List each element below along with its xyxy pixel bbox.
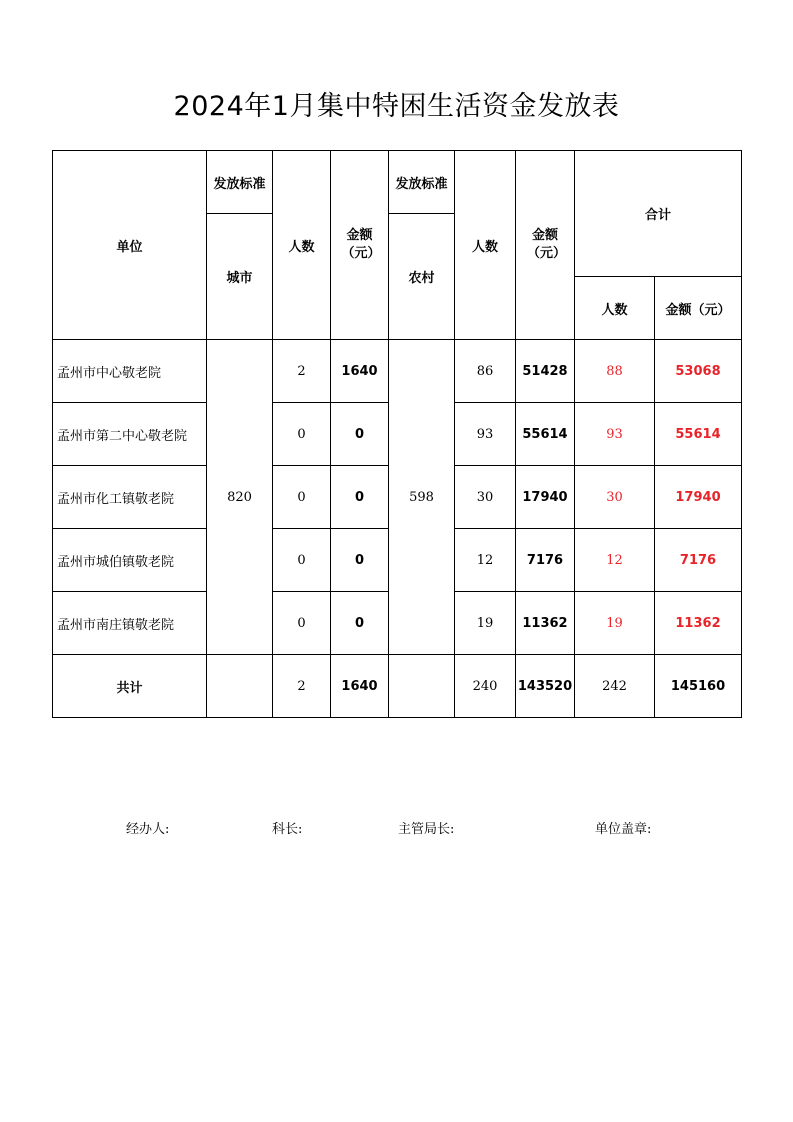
header-city-standard: 发放标准 [207, 151, 273, 214]
total-amount: 17940 [655, 466, 742, 529]
unit-name: 孟州市南庄镇敬老院 [53, 592, 207, 655]
signature-seal: 单位盖章: [595, 822, 652, 837]
total-people: 30 [575, 466, 655, 529]
unit-name: 孟州市第二中心敬老院 [53, 403, 207, 466]
rural-amount: 11362 [516, 592, 575, 655]
city-amount: 1640 [331, 340, 389, 403]
rural-people: 93 [455, 403, 516, 466]
signature-section-chief: 科长: [272, 822, 303, 837]
rural-amount: 55614 [516, 403, 575, 466]
total-people: 93 [575, 403, 655, 466]
totals-total-people: 242 [575, 655, 655, 718]
header-total: 合计 [575, 151, 742, 277]
totals-rural-standard-empty [389, 655, 455, 718]
header-rural-standard: 发放标准 [389, 151, 455, 214]
city-people: 0 [273, 466, 331, 529]
header-unit: 单位 [53, 151, 207, 340]
signature-handler: 经办人: [126, 822, 170, 837]
totals-total-amount: 145160 [655, 655, 742, 718]
header-row-1 [53, 151, 742, 214]
totals-city-standard-empty [207, 655, 273, 718]
rural-people: 86 [455, 340, 516, 403]
header-total-amount: 金额（元） [655, 277, 742, 340]
rural-amount: 17940 [516, 466, 575, 529]
city-people: 2 [273, 340, 331, 403]
rural-amount: 7176 [516, 529, 575, 592]
unit-name: 孟州市化工镇敬老院 [53, 466, 207, 529]
rural-amount: 51428 [516, 340, 575, 403]
city-amount: 0 [331, 529, 389, 592]
totals-city-amount: 1640 [331, 655, 389, 718]
total-amount: 53068 [655, 340, 742, 403]
header-city: 城市 [207, 214, 273, 340]
city-people: 0 [273, 529, 331, 592]
unit-name: 孟州市中心敬老院 [53, 340, 207, 403]
rural-people: 19 [455, 592, 516, 655]
unit-name: 孟州市城伯镇敬老院 [53, 529, 207, 592]
total-people: 19 [575, 592, 655, 655]
allowance-table [52, 150, 742, 718]
page-title: 2024年1月集中特困生活资金发放表 [173, 91, 620, 122]
total-amount: 11362 [655, 592, 742, 655]
table-row [53, 340, 742, 403]
city-people: 0 [273, 403, 331, 466]
signature-director: 主管局长: [398, 822, 455, 837]
header-city-people: 人数 [273, 151, 331, 340]
rural-people: 30 [455, 466, 516, 529]
header-rural: 农村 [389, 214, 455, 340]
city-people: 0 [273, 592, 331, 655]
city-amount: 0 [331, 466, 389, 529]
city-standard-value: 820 [207, 340, 273, 655]
totals-row [53, 655, 742, 718]
total-people: 12 [575, 529, 655, 592]
header-total-people: 人数 [575, 277, 655, 340]
totals-rural-people: 240 [455, 655, 516, 718]
header-city-amount: 金额（元） [331, 151, 389, 340]
total-amount: 55614 [655, 403, 742, 466]
total-amount: 7176 [655, 529, 742, 592]
totals-city-people: 2 [273, 655, 331, 718]
city-amount: 0 [331, 592, 389, 655]
header-rural-people: 人数 [455, 151, 516, 340]
rural-standard-value: 598 [389, 340, 455, 655]
header-rural-amount: 金额（元） [516, 151, 575, 340]
rural-people: 12 [455, 529, 516, 592]
totals-rural-amount: 143520 [516, 655, 575, 718]
totals-label: 共计 [53, 655, 207, 718]
total-people: 88 [575, 340, 655, 403]
city-amount: 0 [331, 403, 389, 466]
